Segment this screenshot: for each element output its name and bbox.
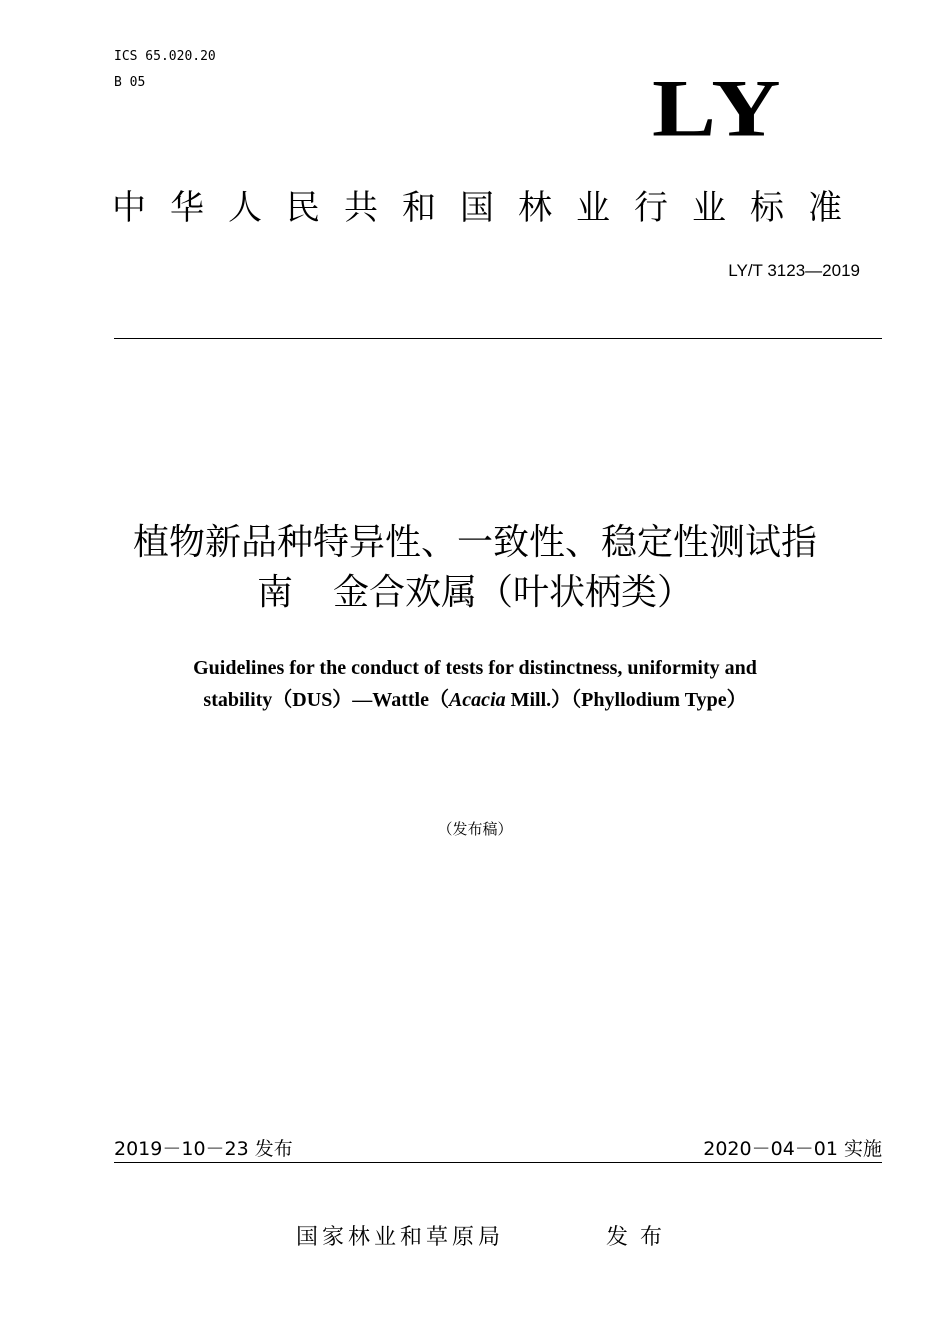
english-title-line-2-part-b: Mill.）（Phyllodium Type） [505,689,747,711]
top-divider [114,338,882,339]
issuer-name: 国家林业和草原局 [296,1225,505,1250]
ccs-code: B 05 [114,75,146,90]
english-title-genus: Acacia [448,689,506,711]
issuer-action: 发布 [606,1225,675,1250]
ics-code: ICS 65.020.20 [114,49,216,64]
chinese-title-line-2-part-a: 南 [256,572,293,613]
implementation-date: 2020－04－01 实施 [703,1138,882,1160]
standard-number: LY/T 3123—2019 [728,261,860,280]
chinese-title-line-2 [60,568,890,618]
draft-status: （发布稿） [437,820,513,838]
english-title-line-1: Guidelines for the conduct of tests for distinctness, uniformity and [193,657,757,679]
english-title-line-2 [60,684,890,716]
english-title [60,652,890,716]
english-title-line-2-part-a: stability（DUS）—Wattle（ [203,689,449,711]
bottom-divider [114,1162,882,1163]
chinese-title-line-1: 植物新品种特异性、一致性、稳定性测试指 [132,522,817,563]
ly-logo: LY [652,62,785,154]
standard-category-title: 中华人民共和国林业行业标准 [112,188,866,228]
chinese-title-line-2-part-b: 金合欢属（叶状柄类） [333,572,694,613]
chinese-title [60,518,890,618]
issue-date: 2019－10－23 发布 [114,1138,293,1160]
